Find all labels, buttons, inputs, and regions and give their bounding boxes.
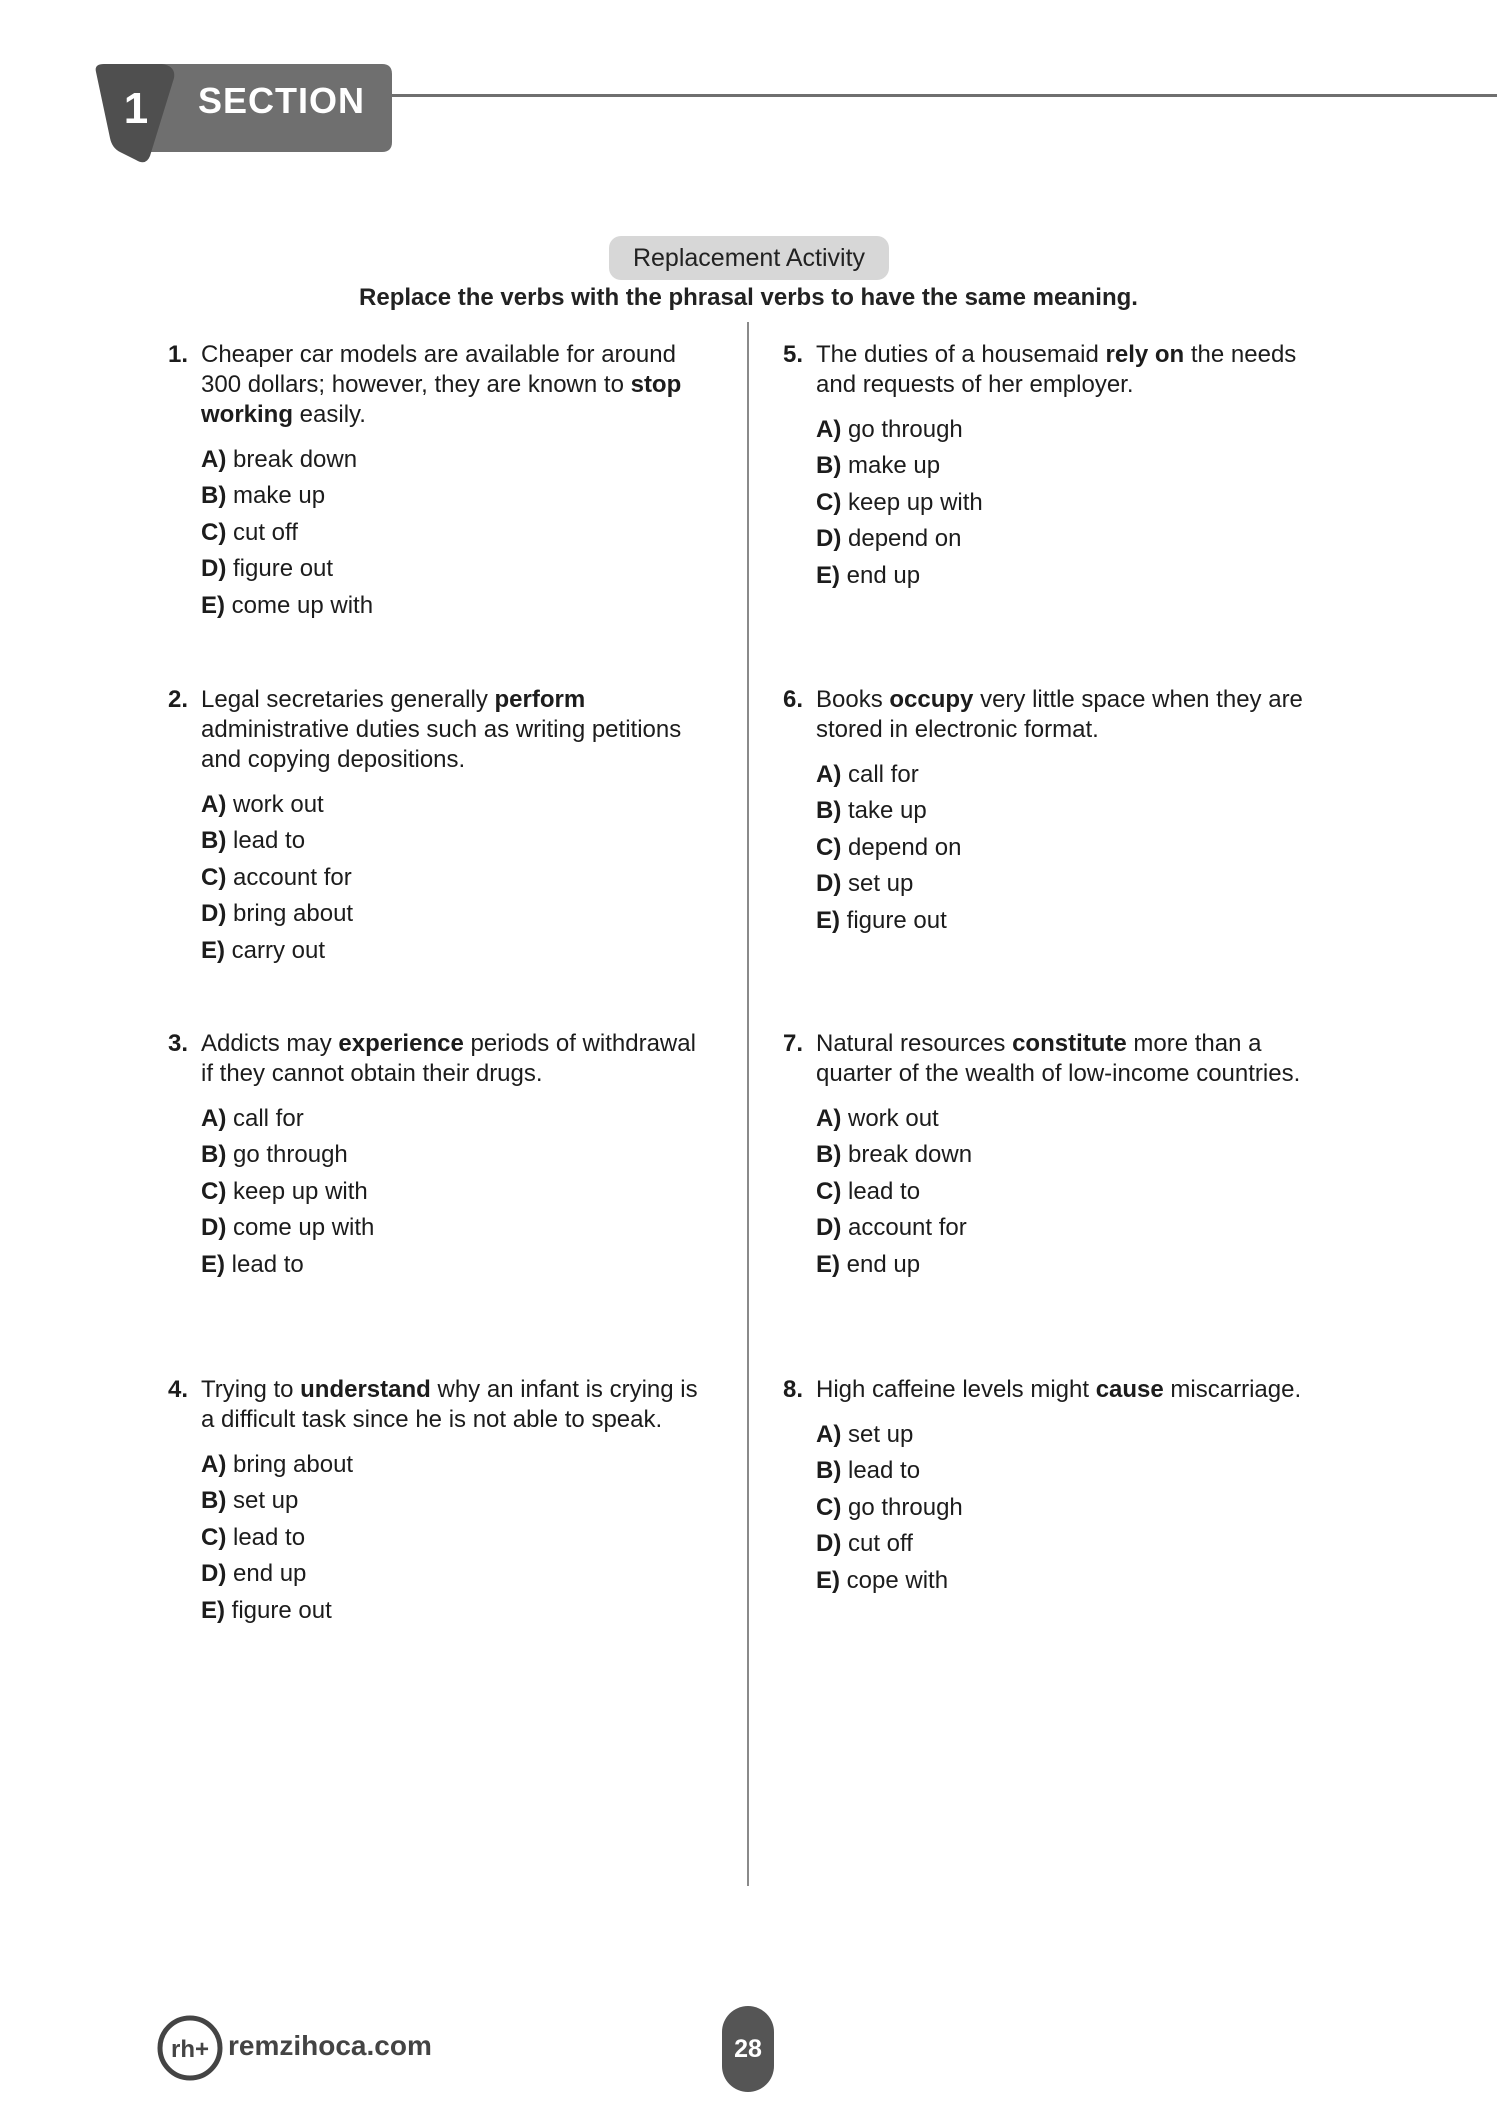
option-text: keep up with: [848, 488, 983, 516]
question-1: [168, 340, 713, 624]
option-letter: C): [816, 1177, 842, 1205]
option-text: end up: [846, 1250, 921, 1278]
option-letter: C): [201, 1177, 227, 1205]
answer-option[interactable]: [201, 860, 713, 896]
answer-option[interactable]: [816, 1247, 1328, 1283]
option-letter: B): [201, 482, 227, 510]
page-number: 28: [722, 2006, 774, 2092]
option-letter: A): [816, 416, 842, 443]
question-4: [168, 1375, 713, 1629]
instruction-text: Replace the verbs with the phrasal verbs to have the same meaning.: [359, 284, 1138, 311]
answer-options: [201, 1101, 713, 1283]
question-text: [201, 340, 713, 430]
answer-option[interactable]: [201, 933, 713, 969]
option-text: figure out: [846, 906, 947, 934]
section-number: 1: [123, 84, 149, 133]
option-letter: D): [201, 1560, 227, 1588]
target-verb: rely on: [1105, 341, 1185, 368]
question-stem: [168, 1029, 713, 1089]
answer-option[interactable]: [201, 896, 713, 932]
option-text: figure out: [233, 555, 334, 583]
answer-option[interactable]: [816, 1417, 1328, 1453]
site-name: remzihoca.com: [228, 2030, 432, 2061]
answer-options: [816, 1101, 1328, 1283]
answer-option[interactable]: [816, 1563, 1328, 1599]
option-text: call for: [233, 1105, 304, 1132]
section-tab: [92, 60, 397, 165]
question-6: [783, 685, 1328, 939]
target-verb: experience: [338, 1030, 464, 1057]
option-letter: A): [816, 761, 842, 788]
answer-options: [201, 787, 713, 969]
option-text: account for: [233, 863, 352, 891]
option-letter: D): [201, 555, 227, 583]
option-text: go through: [848, 1493, 963, 1521]
option-text: go through: [233, 1141, 348, 1169]
target-verb: perform: [494, 686, 586, 713]
option-letter: B): [816, 452, 842, 480]
option-letter: C): [816, 488, 842, 516]
target-verb: occupy: [889, 686, 974, 713]
answer-option[interactable]: [201, 1520, 713, 1556]
option-text: break down: [233, 446, 358, 473]
option-letter: A): [201, 446, 227, 473]
option-text: lead to: [233, 827, 306, 855]
question-text-segment: The duties of a housemaid: [816, 341, 1106, 368]
question-text-segment: the needs and requests of her employer.: [816, 341, 1297, 398]
question-text: [201, 1029, 713, 1089]
option-text: work out: [233, 791, 324, 818]
answer-option[interactable]: [816, 793, 1328, 829]
option-text: end up: [233, 1560, 307, 1588]
question-text-segment: miscarriage.: [1163, 1376, 1302, 1403]
answer-options: [201, 442, 713, 624]
option-letter: A): [201, 791, 227, 818]
target-verb: stop working: [201, 371, 682, 428]
option-letter: C): [201, 1523, 227, 1551]
option-letter: B): [816, 797, 842, 825]
answer-option[interactable]: [201, 1447, 713, 1483]
answer-option[interactable]: [816, 1526, 1328, 1562]
answer-option[interactable]: [816, 558, 1328, 594]
option-text: cut off: [233, 518, 298, 546]
question-number: 5.: [783, 341, 804, 368]
answer-option[interactable]: [816, 903, 1328, 939]
target-verb: cause: [1095, 1376, 1164, 1403]
question-text-segment: Addicts may: [201, 1030, 339, 1057]
answer-option[interactable]: [816, 830, 1328, 866]
option-text: bring about: [233, 1451, 354, 1478]
question-text-segment: Books: [816, 686, 890, 713]
column-divider: [747, 322, 749, 1886]
question-stem: [168, 1375, 713, 1435]
answer-options: [816, 1417, 1328, 1599]
target-verb: constitute: [1012, 1030, 1127, 1057]
option-text: go through: [848, 416, 963, 443]
option-letter: D): [816, 525, 842, 553]
question-number: 2.: [168, 686, 189, 713]
answer-options: [816, 757, 1328, 939]
option-text: lead to: [231, 1250, 304, 1278]
answer-option[interactable]: [201, 478, 713, 514]
target-verb: understand: [300, 1376, 431, 1403]
answer-option[interactable]: [201, 515, 713, 551]
option-letter: D): [816, 1530, 842, 1558]
option-text: bring about: [233, 900, 354, 928]
site-logo-icon: [156, 2014, 224, 2082]
option-letter: C): [201, 518, 227, 546]
answer-option[interactable]: [201, 1210, 713, 1246]
question-text: [816, 1375, 1328, 1405]
option-letter: D): [816, 1214, 842, 1242]
answer-option[interactable]: [201, 1174, 713, 1210]
option-text: end up: [846, 561, 921, 589]
option-letter: A): [816, 1421, 842, 1448]
answer-options: [816, 412, 1328, 594]
question-stem: [783, 1029, 1328, 1089]
question-number: 6.: [783, 686, 804, 713]
option-text: lead to: [233, 1523, 306, 1551]
question-text-segment: easily.: [293, 401, 366, 428]
option-text: depend on: [848, 833, 962, 861]
question-text: [816, 1029, 1328, 1089]
question-number: 3.: [168, 1030, 189, 1057]
option-text: set up: [848, 870, 914, 898]
answer-option[interactable]: [201, 1247, 713, 1283]
answer-option[interactable]: [816, 412, 1328, 448]
option-text: set up: [848, 1421, 914, 1448]
option-text: cope with: [846, 1566, 949, 1594]
option-letter: B): [816, 1141, 842, 1169]
question-text-segment: Trying to: [201, 1376, 301, 1403]
question-text-segment: why an infant is crying is a difficult task since he is not able to speak.: [201, 1376, 698, 1433]
answer-option[interactable]: [201, 823, 713, 859]
option-letter: E): [201, 1596, 225, 1624]
option-text: come up with: [231, 591, 374, 619]
question-text-segment: Natural resources: [816, 1030, 1013, 1057]
answer-option[interactable]: [201, 1137, 713, 1173]
activity-title: Replacement Activity: [609, 236, 889, 280]
answer-option[interactable]: [816, 866, 1328, 902]
option-letter: E): [816, 1566, 840, 1594]
question-stem: [168, 685, 713, 775]
answer-option[interactable]: [816, 521, 1328, 557]
answer-option[interactable]: [816, 1101, 1328, 1137]
header-rule: [360, 94, 1497, 97]
option-letter: B): [201, 827, 227, 855]
question-stem: [168, 340, 713, 430]
option-text: depend on: [848, 525, 962, 553]
answer-option[interactable]: [201, 551, 713, 587]
question-text: [201, 1375, 713, 1435]
answer-option[interactable]: [201, 787, 713, 823]
option-letter: B): [201, 1487, 227, 1515]
question-text-segment: administrative duties such as writing petitions and copying depositions.: [201, 716, 682, 773]
question-number: 8.: [783, 1376, 804, 1403]
option-letter: E): [201, 1250, 225, 1278]
option-letter: E): [816, 906, 840, 934]
question-8: [783, 1375, 1328, 1599]
question-text: [201, 685, 713, 775]
question-stem: [783, 685, 1328, 745]
answer-option[interactable]: [816, 757, 1328, 793]
question-text-segment: more than a quarter of the wealth of low-income countries.: [816, 1030, 1301, 1087]
answer-option[interactable]: [816, 485, 1328, 521]
question-number: 4.: [168, 1376, 189, 1403]
option-text: carry out: [231, 936, 326, 964]
answer-option[interactable]: [816, 1453, 1328, 1489]
option-text: set up: [233, 1487, 299, 1515]
answer-option[interactable]: [816, 1137, 1328, 1173]
option-text: work out: [848, 1105, 939, 1132]
answer-option[interactable]: [201, 1101, 713, 1137]
option-letter: C): [816, 1493, 842, 1521]
option-letter: A): [201, 1451, 227, 1478]
answer-option[interactable]: [201, 1593, 713, 1629]
answer-option[interactable]: [201, 442, 713, 478]
option-text: figure out: [231, 1596, 332, 1624]
answer-options: [201, 1447, 713, 1629]
question-stem: [783, 340, 1328, 400]
section-label: SECTION: [198, 80, 366, 121]
option-text: call for: [848, 761, 919, 788]
question-stem: [783, 1375, 1328, 1405]
question-text-segment: High caffeine levels might: [816, 1376, 1096, 1403]
option-letter: A): [201, 1105, 227, 1132]
option-text: lead to: [848, 1177, 921, 1205]
question-number: 1.: [168, 341, 189, 368]
option-letter: B): [201, 1141, 227, 1169]
option-text: break down: [848, 1141, 973, 1169]
option-text: make up: [233, 482, 326, 510]
option-letter: C): [201, 863, 227, 891]
option-letter: E): [201, 591, 225, 619]
option-text: lead to: [848, 1457, 921, 1485]
site-logo-text: rh+: [170, 2036, 210, 2063]
option-letter: E): [816, 1250, 840, 1278]
option-text: take up: [848, 797, 927, 825]
question-number: 7.: [783, 1030, 804, 1057]
option-text: account for: [848, 1214, 967, 1242]
question-text: [816, 685, 1328, 745]
option-letter: E): [816, 561, 840, 589]
option-letter: E): [201, 936, 225, 964]
question-7: [783, 1029, 1328, 1283]
answer-option[interactable]: [816, 1210, 1328, 1246]
option-text: cut off: [848, 1530, 913, 1558]
answer-option[interactable]: [816, 1174, 1328, 1210]
option-letter: A): [816, 1105, 842, 1132]
question-text-segment: very little space when they are stored in electronic format.: [816, 686, 1303, 743]
question-text: [816, 340, 1328, 400]
option-letter: C): [816, 833, 842, 861]
question-5: [783, 340, 1328, 594]
option-text: come up with: [233, 1214, 375, 1242]
question-text-segment: Cheaper car models are available for around 300 dollars; however, they are known to: [201, 341, 676, 398]
option-letter: D): [201, 1214, 227, 1242]
option-text: make up: [848, 452, 941, 480]
answer-option[interactable]: [816, 1490, 1328, 1526]
answer-option[interactable]: [201, 1483, 713, 1519]
answer-option[interactable]: [201, 1556, 713, 1592]
question-text-segment: periods of withdrawal if they cannot obtain their drugs.: [201, 1030, 696, 1087]
option-letter: D): [201, 900, 227, 928]
option-text: keep up with: [233, 1177, 368, 1205]
answer-option[interactable]: [201, 588, 713, 624]
question-2: [168, 685, 713, 969]
question-text-segment: Legal secretaries generally: [201, 686, 495, 713]
question-3: [168, 1029, 713, 1283]
answer-option[interactable]: [816, 448, 1328, 484]
option-letter: D): [816, 870, 842, 898]
option-letter: B): [816, 1457, 842, 1485]
